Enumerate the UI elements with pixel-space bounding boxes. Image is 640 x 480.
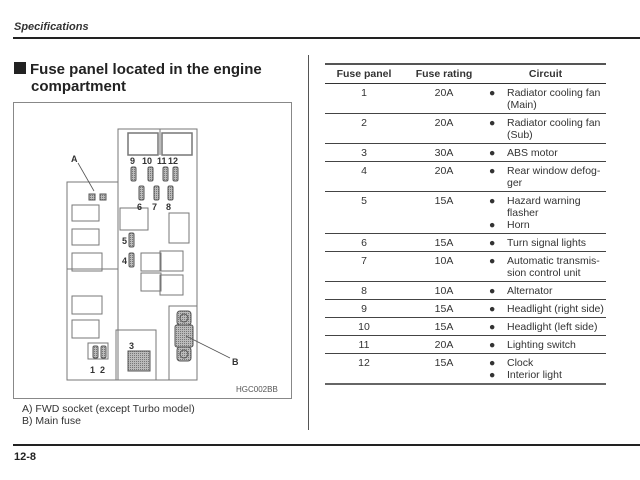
fuse-rating-cell: 10A: [403, 282, 485, 300]
circuit-text: ABS motor: [507, 147, 558, 159]
fuse-label-2: 2: [100, 365, 106, 375]
circuit-text: Radiator cooling fan (Sub): [507, 117, 601, 141]
bullet-icon: ●: [489, 255, 496, 267]
circuit-cell: [485, 336, 606, 354]
callout-b: B: [232, 357, 239, 367]
circuit-text: Turn signal lights: [507, 237, 586, 249]
fuse-rating-cell: 15A: [403, 318, 485, 336]
circuit-text: Automatic transmis-sion control unit: [507, 255, 600, 279]
fuse-rating-cell: 15A: [403, 300, 485, 318]
circuit-text: Alternator: [507, 285, 553, 297]
circuit-text: Horn: [507, 219, 530, 231]
circuit-cell: [485, 162, 606, 192]
circuit-cell: [485, 234, 606, 252]
table-row: [325, 162, 606, 192]
fuse-11: [163, 167, 168, 181]
fuse-panel-cell: 7: [325, 252, 403, 282]
page-number: 12-8: [14, 451, 37, 463]
callout-a: A: [71, 154, 78, 164]
square-bullet-icon: [14, 62, 26, 74]
fuse-panel-cell: 1: [325, 84, 403, 114]
fuse-label-11: 11: [157, 156, 167, 166]
circuit-text: Clock: [507, 357, 534, 369]
circuit-item: [489, 165, 606, 189]
fuse-rating-cell: 15A: [403, 354, 485, 385]
fuse-3: [128, 351, 150, 371]
section-header: Specifications: [14, 21, 89, 33]
table-row: [325, 282, 606, 300]
table-row: [325, 252, 606, 282]
fuse-label-12: 12: [168, 156, 179, 166]
circuit-cell: [485, 318, 606, 336]
fuse-label-7: 7: [152, 202, 158, 212]
fuse-rating-cell: 30A: [403, 144, 485, 162]
circuit-cell: [485, 144, 606, 162]
circuit-cell: [485, 300, 606, 318]
fuse-label-8: 8: [166, 202, 172, 212]
table-row: [325, 192, 606, 234]
fuse-label-1: 1: [90, 365, 96, 375]
fuse-label-9: 9: [130, 156, 136, 166]
bullet-icon: ●: [489, 87, 496, 99]
legend-item-b: B) Main fuse: [22, 415, 81, 427]
bullet-icon: ●: [489, 165, 496, 177]
fuse-rating-cell: 20A: [403, 336, 485, 354]
circuit-item: [489, 285, 606, 297]
bullet-icon: ●: [489, 219, 496, 231]
fuse-label-5: 5: [122, 236, 128, 246]
header-rule: [13, 37, 640, 39]
fuse-rating-cell: 15A: [403, 234, 485, 252]
header-fuse-panel: Fuse panel: [325, 64, 403, 84]
circuit-text: Rear window defog-ger: [507, 165, 601, 189]
fuse-6: [139, 186, 144, 200]
circuit-item: [489, 117, 606, 141]
fwd-socket-icon: [89, 194, 95, 200]
fuse-rating-cell: 10A: [403, 252, 485, 282]
bullet-icon: ●: [489, 303, 496, 315]
fuse-2: [101, 346, 106, 358]
circuit-item: [489, 237, 606, 249]
fuse-12: [173, 167, 178, 181]
circuit-item: [489, 357, 606, 369]
bullet-icon: ●: [489, 357, 496, 369]
circuit-item: [489, 219, 606, 231]
circuit-item: [489, 255, 606, 279]
diagram-legend: [22, 403, 195, 427]
footer-rule: [13, 444, 640, 446]
fuse-label-4: 4: [122, 256, 128, 266]
circuit-item: [489, 147, 606, 159]
fuse-panel-cell: 6: [325, 234, 403, 252]
fuse-panel-diagram: [13, 102, 292, 399]
table-row: [325, 336, 606, 354]
circuit-cell: [485, 192, 606, 234]
fuse-panel-cell: 3: [325, 144, 403, 162]
fuse-label-10: 10: [142, 156, 153, 166]
fuse-5: [129, 233, 134, 247]
table-row: [325, 234, 606, 252]
circuit-item: [489, 321, 606, 333]
circuit-item: [489, 87, 606, 111]
table-row: [325, 300, 606, 318]
fuse-4: [129, 253, 134, 267]
fuse-8: [168, 186, 173, 200]
fuse-panel-cell: 8: [325, 282, 403, 300]
table-row: [325, 354, 606, 385]
header-fuse-rating: Fuse rating: [403, 64, 485, 84]
fuse-1: [93, 346, 98, 358]
circuit-item: [489, 303, 606, 315]
circuit-text: Headlight (left side): [507, 321, 598, 333]
fuse-panel-cell: 10: [325, 318, 403, 336]
circuit-cell: [485, 252, 606, 282]
fuse-table: [325, 63, 606, 385]
bullet-icon: ●: [489, 285, 496, 297]
bullet-icon: ●: [489, 195, 496, 207]
circuit-text: Lighting switch: [507, 339, 576, 351]
table-row: [325, 318, 606, 336]
table-row: [325, 144, 606, 162]
circuit-text: Interior light: [507, 369, 562, 381]
column-divider: [308, 55, 309, 430]
table-row: [325, 114, 606, 144]
fuse-rating-cell: 20A: [403, 162, 485, 192]
fuse-9: [131, 167, 136, 181]
fuse-panel-cell: 12: [325, 354, 403, 385]
circuit-cell: [485, 114, 606, 144]
main-fuse: [177, 311, 191, 325]
fuse-rating-cell: 20A: [403, 84, 485, 114]
bullet-icon: ●: [489, 369, 496, 381]
fuse-panel-cell: 9: [325, 300, 403, 318]
bullet-icon: ●: [489, 117, 496, 129]
bullet-icon: ●: [489, 321, 496, 333]
fuse-panel-cell: 5: [325, 192, 403, 234]
bullet-icon: ●: [489, 339, 496, 351]
fuse-rating-cell: 20A: [403, 114, 485, 144]
title-line-1: Fuse panel located in the engine: [30, 61, 262, 78]
bullet-icon: ●: [489, 147, 496, 159]
table-row: [325, 84, 606, 114]
diagram-code: HGC002BB: [236, 385, 278, 394]
fuse-label-3: 3: [129, 341, 135, 351]
circuit-cell: [485, 354, 606, 385]
fuse-rating-cell: 15A: [403, 192, 485, 234]
bullet-icon: ●: [489, 237, 496, 249]
fuse-label-6: 6: [137, 202, 143, 212]
circuit-item: [489, 195, 606, 219]
circuit-item: [489, 339, 606, 351]
fuse-10: [148, 167, 153, 181]
circuit-text: Radiator cooling fan (Main): [507, 87, 601, 111]
circuit-cell: [485, 84, 606, 114]
header-circuit: Circuit: [485, 64, 606, 84]
fuse-panel-cell: 4: [325, 162, 403, 192]
page-title: [14, 61, 262, 95]
fuse-7: [154, 186, 159, 200]
circuit-item: [489, 369, 606, 381]
legend-item-a: A) FWD socket (except Turbo model): [22, 403, 195, 415]
fuse-panel-drawing: [14, 103, 291, 398]
circuit-text: Hazard warning flasher: [507, 195, 581, 219]
table-header-row: [325, 64, 606, 84]
circuit-text: Headlight (right side): [507, 303, 604, 315]
title-line-2: compartment: [31, 78, 127, 95]
circuit-cell: [485, 282, 606, 300]
fuse-panel-cell: 11: [325, 336, 403, 354]
fuse-panel-cell: 2: [325, 114, 403, 144]
